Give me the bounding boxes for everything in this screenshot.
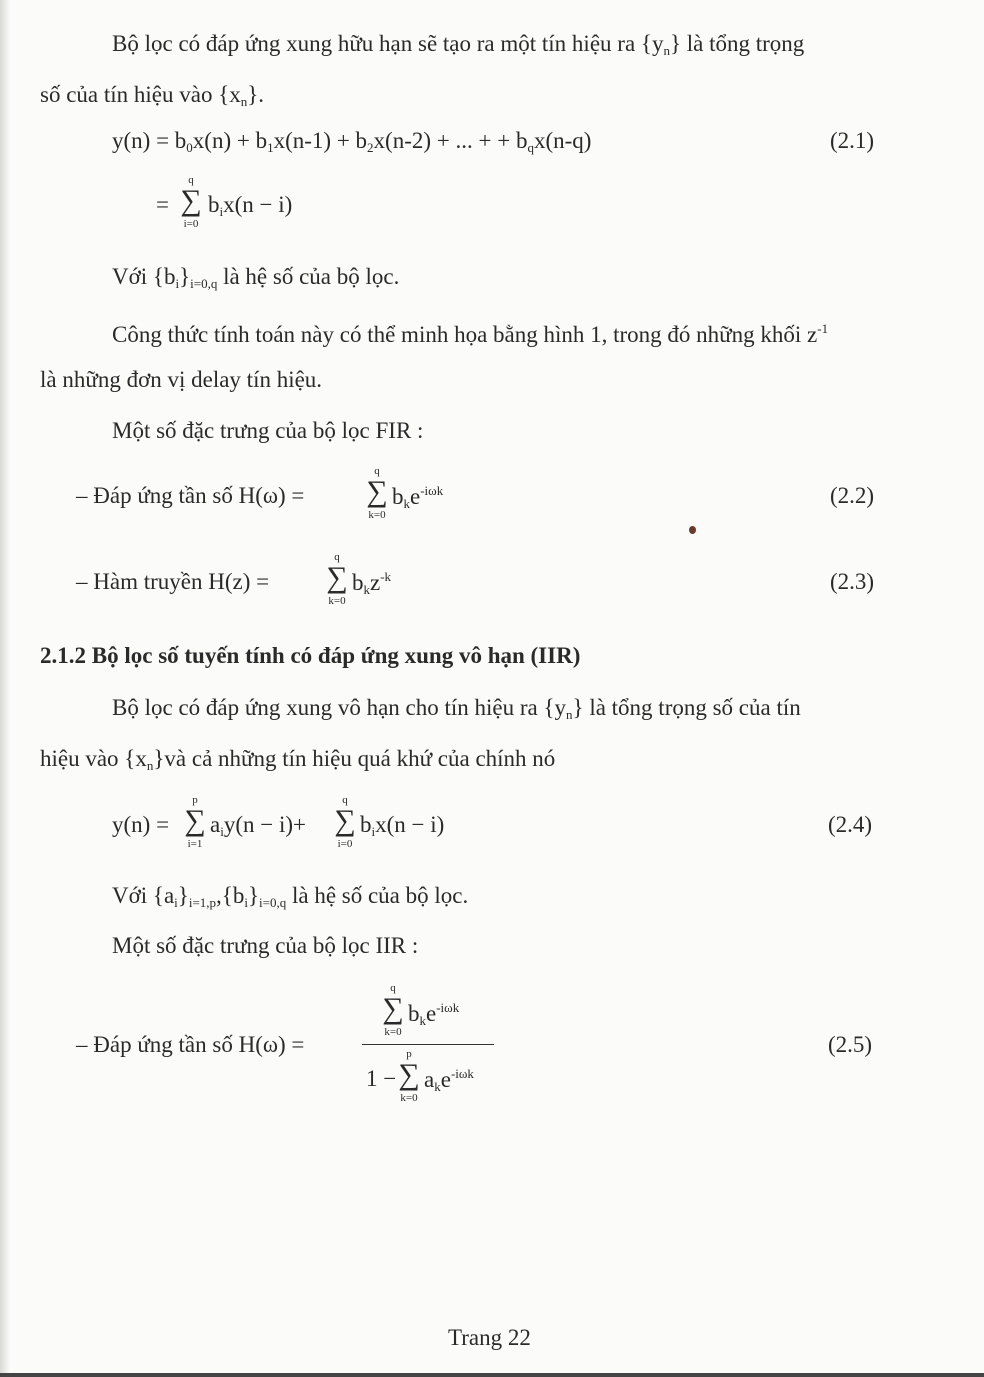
fraction-bar xyxy=(362,1044,494,1045)
equation-number: (2.4) xyxy=(828,812,873,837)
equation-2-4-lhs: y(n) = xyxy=(112,812,170,837)
equation-2-1-line1: $y(n) = b_0x(n) + b_1x(n-1) + b_2x(n-2)$ + ... + + $b_qx(n-q)$ xyxy=(112,128,592,155)
equation-2-5-denominator: $a_ke^{-i\omega k}$ xyxy=(424,1066,474,1094)
scan-bottom-edge xyxy=(0,1373,984,1377)
equation-number: (2.5) xyxy=(828,1032,873,1057)
summation-symbol: q ∑ k=0 xyxy=(326,551,348,607)
equation-2-1-line2: = xyxy=(156,192,169,217)
fir-frequency-response-label: – Đáp ứng tần số H(ω) = xyxy=(76,483,305,508)
summation-symbol: p ∑ k=0 xyxy=(398,1048,420,1104)
equation-number: (2.2) xyxy=(830,483,875,508)
paragraph-fir-intro-line2: số của tín hiệu vào $\{x_n\}$. xyxy=(40,82,265,109)
paragraph-fir-intro-line1: Bộ lọc có đáp ứng xung hữu hạn sẽ tạo ra một tín hiệu ra $\{y_n\}$ là tổng trọng xyxy=(112,31,805,58)
equation-number: (2.3) xyxy=(830,569,875,594)
scan-speck xyxy=(689,526,696,534)
paragraph-iir-intro-line1: Bộ lọc có đáp ứng xung vô hạn cho tín hiệu ra $\{y_n\}$ là tổng trọng số của tín xyxy=(112,695,801,722)
equation-2-1-term: $b_ix(n - i)$ xyxy=(208,192,293,219)
paragraph-delay-line2: là những đơn vị delay tín hiệu. xyxy=(40,367,323,392)
fir-transfer-function-label: – Hàm truyền H(z) = xyxy=(76,569,270,594)
equation-2-5-denominator-prefix: 1 − xyxy=(366,1066,397,1091)
equation-2-3-term: $b_kz^{-k}$ xyxy=(352,569,392,597)
equation-2-5-numerator: $b_ke^{-i\omega k}$ xyxy=(408,1000,460,1028)
iir-features-heading: Một số đặc trưng của bộ lọc IIR : xyxy=(112,933,419,958)
summation-symbol: q ∑ i=0 xyxy=(180,174,202,230)
section-heading-iir: 2.1.2 Bộ lọc số tuyến tính có đáp ứng xung vô hạn (IIR) xyxy=(40,643,581,668)
iir-frequency-response-label: – Đáp ứng tần số H(ω) = xyxy=(76,1032,305,1057)
summation-symbol: q ∑ k=0 xyxy=(382,982,404,1038)
equation-number: (2.1) xyxy=(830,128,875,153)
equation-2-2-term: $b_ke^{-i\omega k}$ xyxy=(392,483,444,511)
equation-2-4-term1: $a_iy(n - i)+$ xyxy=(210,812,306,839)
coefficients-note-fir: Với $\{b_i\}_{i=0,q}$ là hệ số của bộ lọc. xyxy=(112,264,400,291)
coefficients-note-iir: Với $\{a_i\}_{i=1,p},\{b_i\}_{i=0,q}$ là hệ số của bộ lọc. xyxy=(112,883,469,910)
summation-symbol: p ∑ i=1 xyxy=(184,794,206,850)
page-number: Trang 22 xyxy=(448,1325,531,1350)
paragraph-iir-intro-line2: hiệu vào $\{x_n\}và$ cả những tín hiệu quá khứ của chính nó xyxy=(40,746,556,773)
fir-features-heading: Một số đặc trưng của bộ lọc FIR : xyxy=(112,418,424,443)
summation-symbol: q ∑ k=0 xyxy=(366,465,388,521)
paragraph-delay-line1: Công thức tính toán này có thể minh họa bằng hình 1, trong đó những khối $z^{-1}$ xyxy=(112,321,829,347)
scan-edge-shadow xyxy=(0,0,10,1377)
equation-2-4-term2: $b_ix(n - i)$ xyxy=(360,812,445,839)
summation-symbol: q ∑ i=0 xyxy=(334,794,356,850)
